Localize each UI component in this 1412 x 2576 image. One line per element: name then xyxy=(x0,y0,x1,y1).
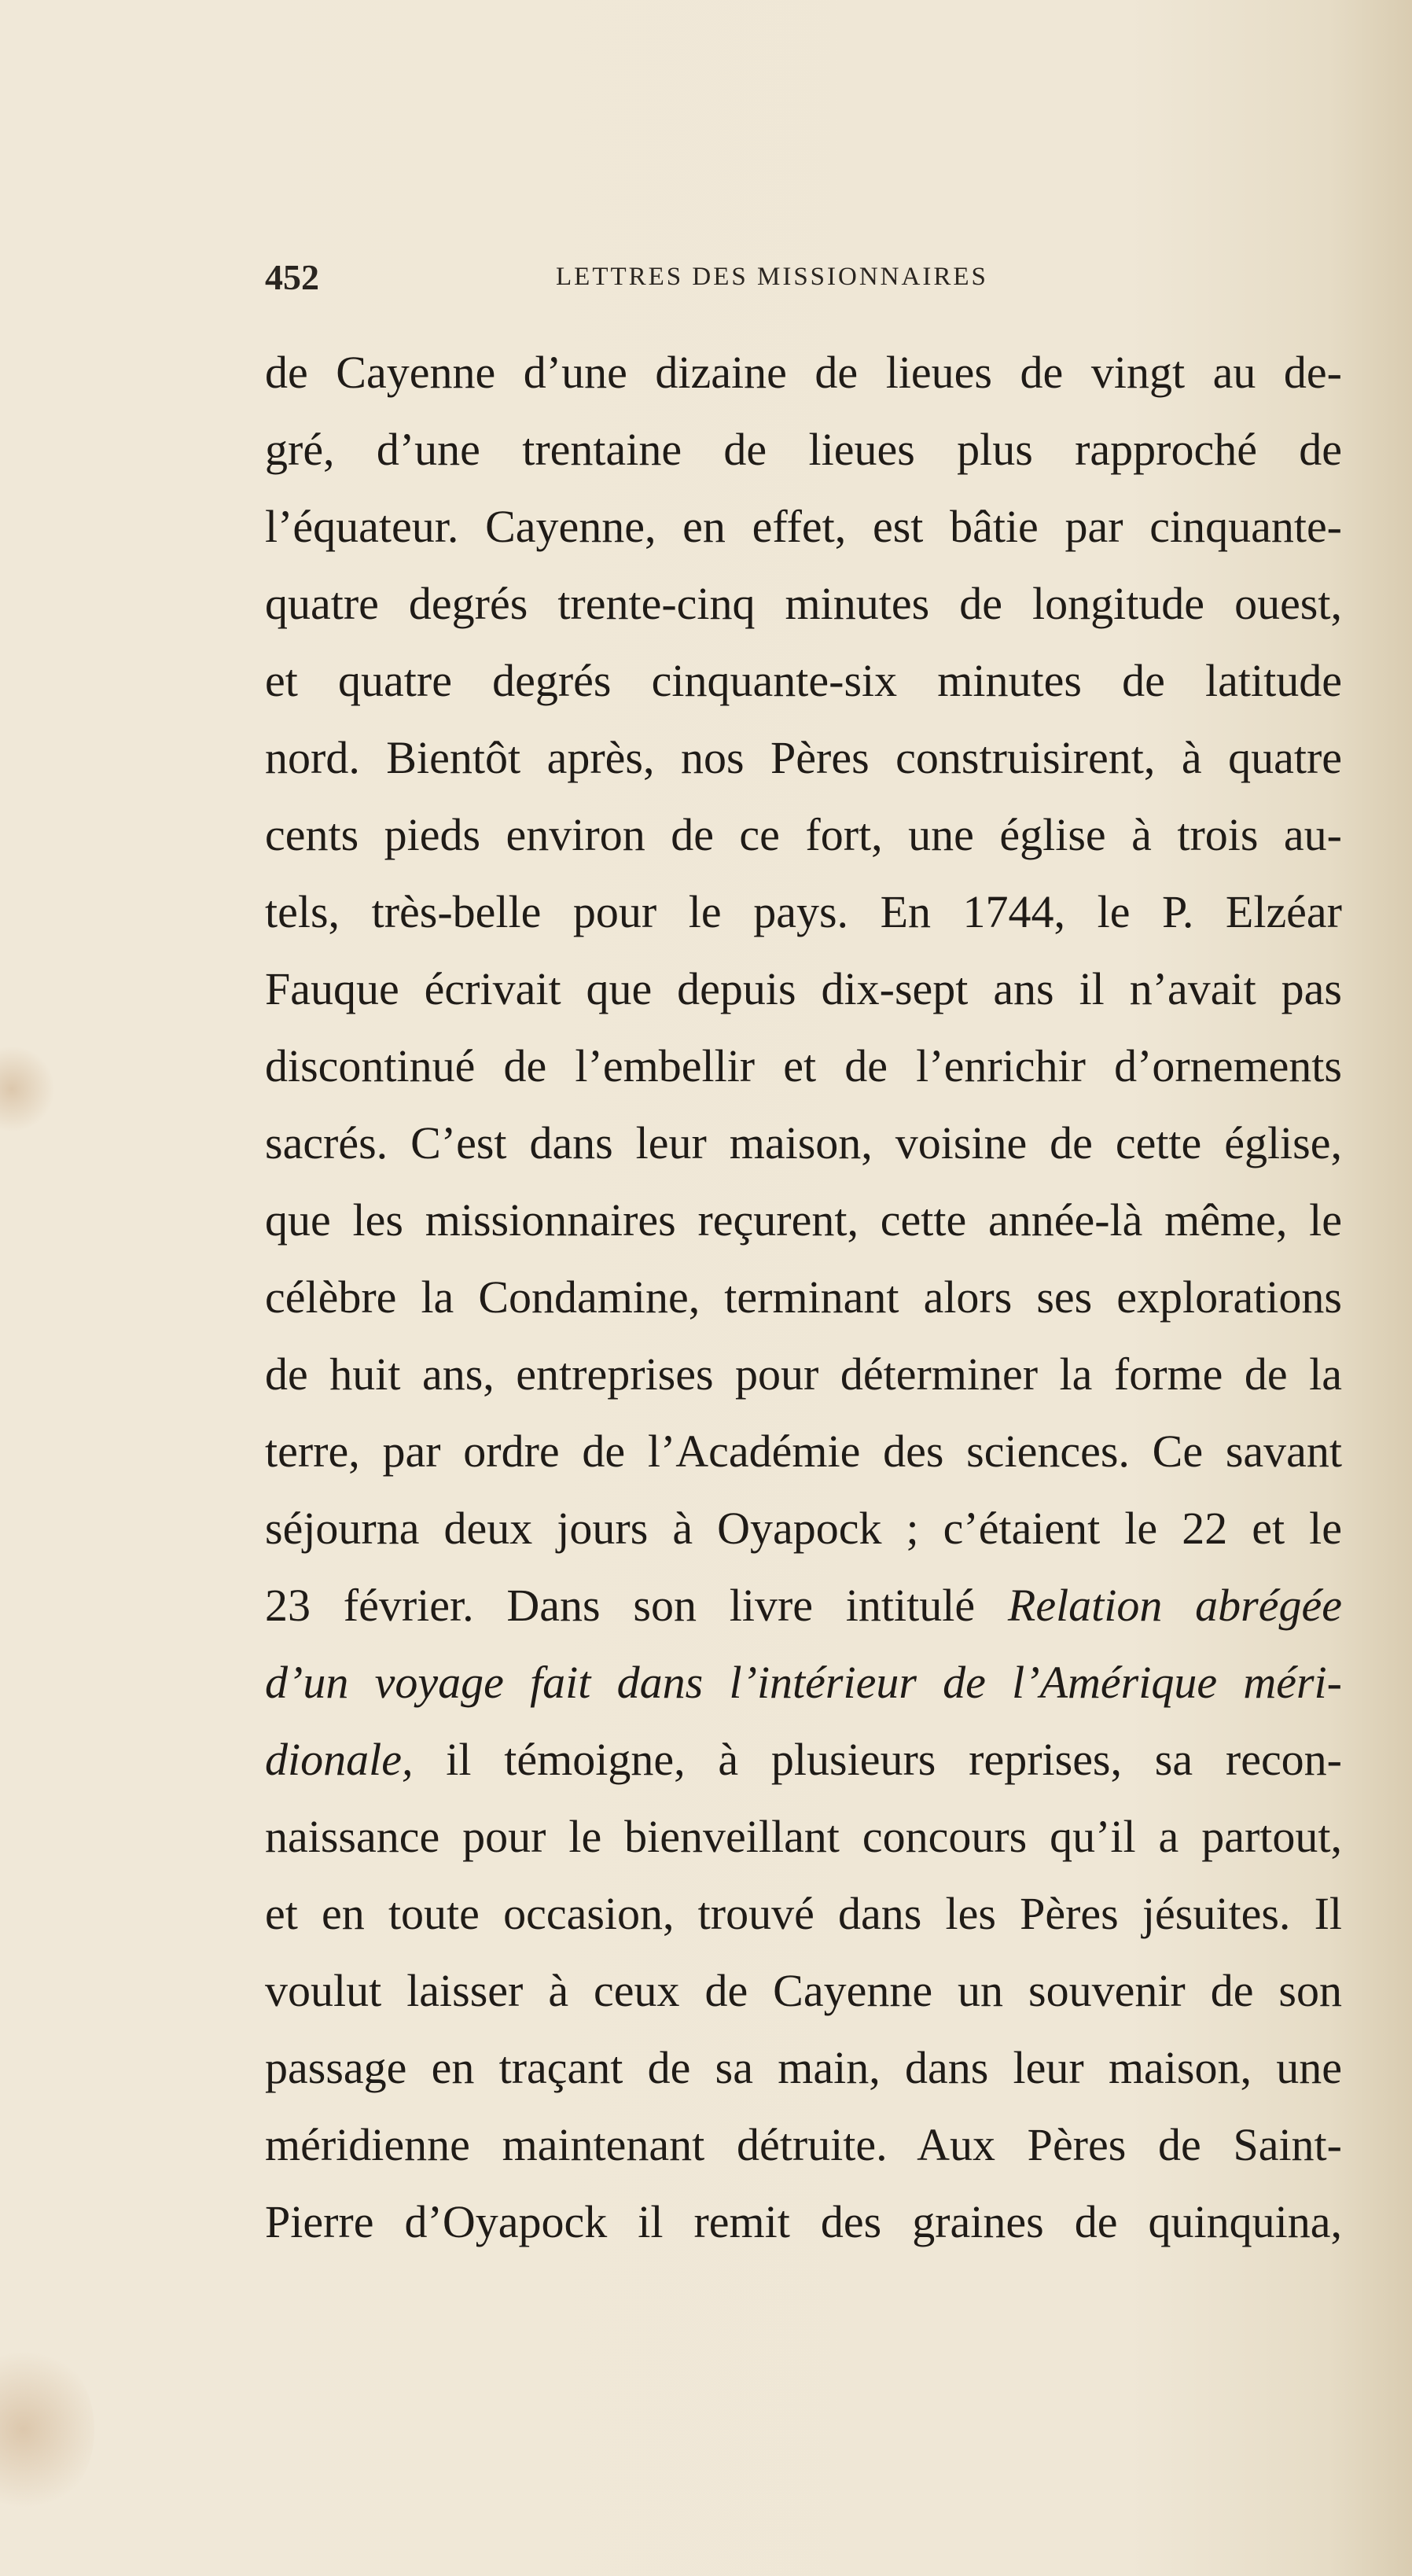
text-line xyxy=(265,874,1342,951)
text-segment: cents pieds environ de ce fort, une église à trois au- xyxy=(265,809,1342,860)
running-title: LETTRES DES MISSIONNAIRES xyxy=(556,263,988,291)
text-line xyxy=(265,1952,1342,2030)
italic-title-text: d’un voyage fait dans l’intérieur de l’Amérique méri- xyxy=(265,1657,1342,1708)
text-line xyxy=(265,1798,1342,1875)
text-segment: tels, très-belle pour le pays. En 1744, le P. Elzéar xyxy=(265,886,1342,937)
text-line xyxy=(265,1028,1342,1105)
text-segment: passage en traçant de sa main, dans leur maison, une xyxy=(265,2042,1342,2093)
page-number: 452 xyxy=(265,257,319,297)
text-segment: sacrés. C’est dans leur maison, voisine de cette église, xyxy=(265,1117,1342,1168)
text-line xyxy=(265,1259,1342,1336)
italic-title-text: Relation abrégée xyxy=(1007,1580,1342,1631)
text-line xyxy=(265,2184,1342,2261)
text-segment: Pierre d’Oyapock il remit des graines de quinquina, xyxy=(265,2196,1342,2247)
text-segment: de Cayenne d’une dizaine de lieues de vingt au de- xyxy=(265,347,1342,398)
text-line xyxy=(265,565,1342,642)
text-segment: nord. Bientôt après, nos Pères construisirent, à quatre xyxy=(265,732,1342,783)
text-line xyxy=(265,1644,1342,1721)
text-line xyxy=(265,719,1342,797)
text-line xyxy=(265,1490,1342,1567)
text-line xyxy=(265,1721,1342,1798)
running-head xyxy=(265,256,1342,304)
italic-title-text: dionale, xyxy=(265,1734,414,1785)
text-segment: terre, par ordre de l’Académie des sciences. Ce savant xyxy=(265,1426,1342,1477)
text-segment: que les missionnaires reçurent, cette année-là même, le xyxy=(265,1194,1342,1246)
text-line xyxy=(265,488,1342,565)
text-line xyxy=(265,1875,1342,1952)
text-segment: et quatre degrés cinquante-six minutes de latitude xyxy=(265,655,1342,706)
text-segment: méridienne maintenant détruite. Aux Pères de Saint- xyxy=(265,2119,1342,2170)
paper-stain xyxy=(0,1046,55,1132)
paper-stain xyxy=(0,2343,94,2516)
text-segment: de huit ans, entreprises pour déterminer la forme de la xyxy=(265,1349,1342,1400)
text-segment: il témoigne, à plusieurs reprises, sa recon- xyxy=(413,1734,1342,1785)
text-segment: célèbre la Condamine, terminant alors ses explorations xyxy=(265,1271,1342,1323)
text-segment: gré, d’une trentaine de lieues plus rapproché de xyxy=(265,424,1342,475)
text-line xyxy=(265,1105,1342,1182)
text-line xyxy=(265,1182,1342,1259)
text-line xyxy=(265,1567,1342,1644)
text-segment: discontinué de l’embellir et de l’enrichir d’ornements xyxy=(265,1040,1342,1091)
text-segment: voulut laisser à ceux de Cayenne un souvenir de son xyxy=(265,1965,1342,2016)
text-segment: et en toute occasion, trouvé dans les Pères jésuites. Il xyxy=(265,1888,1342,1939)
text-line xyxy=(265,1413,1342,1490)
text-line xyxy=(265,411,1342,488)
text-segment: séjourna deux jours à Oyapock ; c’étaient le 22 et le xyxy=(265,1503,1342,1554)
text-segment: Fauque écrivait que depuis dix-sept ans il n’avait pas xyxy=(265,963,1342,1014)
text-line xyxy=(265,334,1342,411)
text-segment: 23 février. Dans son livre intitulé xyxy=(265,1580,1008,1631)
text-line xyxy=(265,642,1342,719)
text-line xyxy=(265,2030,1342,2107)
text-segment: l’équateur. Cayenne, en effet, est bâtie par cinquante- xyxy=(265,501,1342,552)
text-line xyxy=(265,797,1342,874)
text-line xyxy=(265,1336,1342,1413)
body-text xyxy=(265,334,1342,2261)
text-segment: quatre degrés trente-cinq minutes de longitude ouest, xyxy=(265,578,1342,629)
text-segment: naissance pour le bienveillant concours qu’il a partout, xyxy=(265,1811,1342,1862)
text-line xyxy=(265,2107,1342,2184)
text-line xyxy=(265,951,1342,1028)
